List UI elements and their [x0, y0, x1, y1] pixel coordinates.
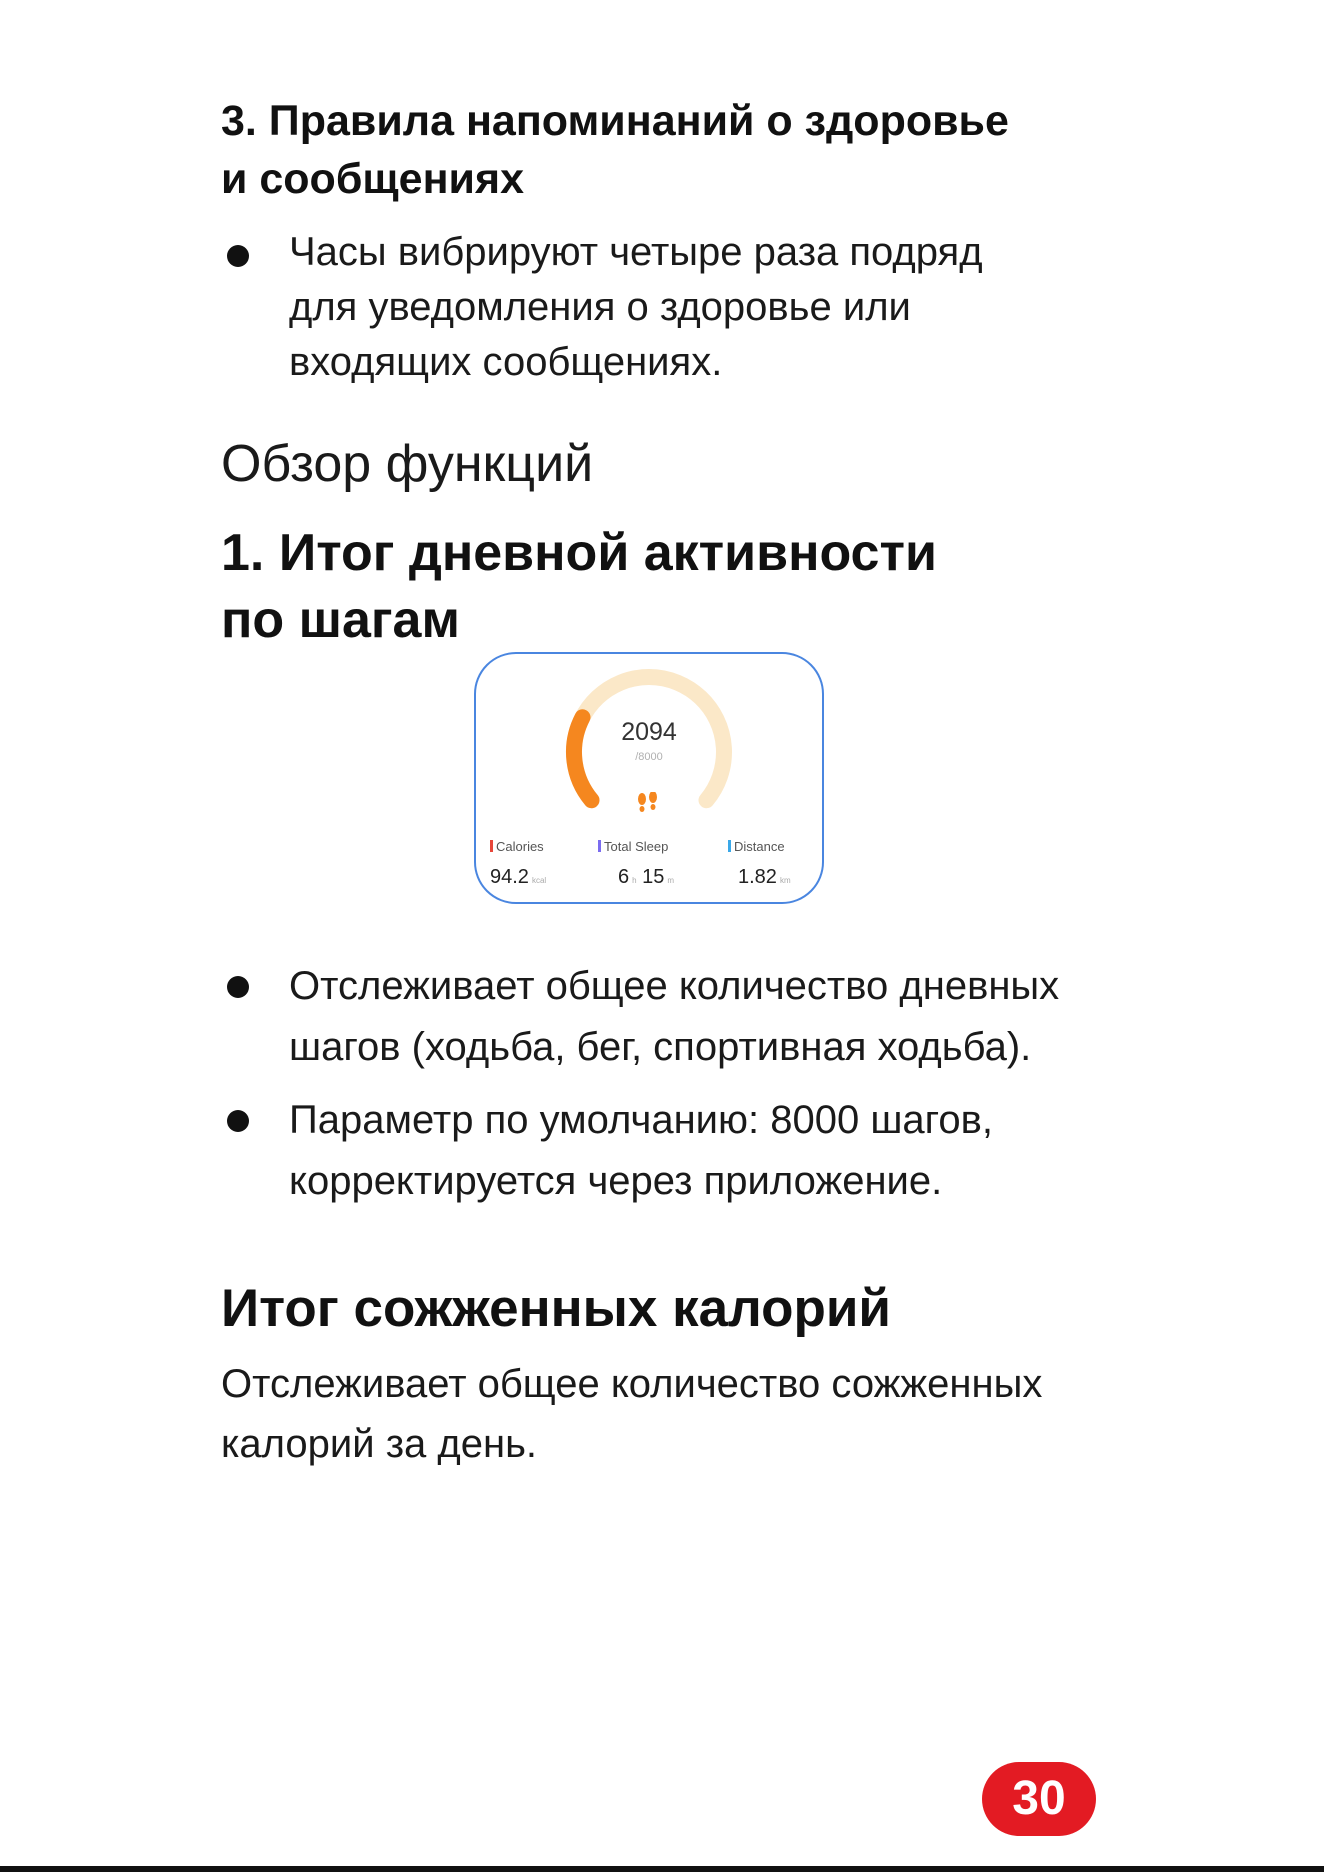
sleep-color-marker [598, 840, 601, 852]
bottom-divider [0, 1866, 1324, 1872]
list-item [221, 1090, 1181, 1212]
list-item-line: Параметр по умолчанию: 8000 шагов, [289, 1098, 993, 1142]
reminder-rules-list [221, 225, 1181, 406]
distance-label: Distance [728, 839, 785, 854]
paragraph-line: Отслеживает общее количество сожженных [221, 1362, 1043, 1406]
steps-count: 2094 [621, 718, 677, 746]
calories-value: 94.2 kcal [490, 866, 547, 888]
section-1-heading [221, 520, 937, 654]
footsteps-icon [635, 792, 661, 814]
bullet-icon [227, 245, 249, 267]
overview-title: Обзор функций [221, 435, 594, 493]
paragraph-line: калорий за день. [221, 1422, 538, 1466]
list-item-line: входящих сообщениях. [289, 340, 723, 384]
list-item-line: Отслеживает общее количество дневных [289, 964, 1060, 1008]
calories-description [221, 1354, 1042, 1474]
bullet-icon [227, 1110, 249, 1132]
distance-value: 1.82 km [738, 866, 791, 888]
sleep-value: 6 h 15 m [618, 866, 675, 888]
list-item-line: шагов (ходьба, бег, спортивная ходьба). [289, 1025, 1032, 1069]
bullet-icon [227, 976, 249, 998]
calories-heading: Итог сожженных калорий [221, 1279, 891, 1338]
distance-color-marker [728, 840, 731, 852]
step-progress-ring [476, 654, 822, 902]
page-number-badge: 30 [982, 1762, 1096, 1836]
sleep-label: Total Sleep [598, 839, 668, 854]
watch-screen-image [474, 652, 824, 904]
heading-line: 1. Итог дневной активности [221, 524, 937, 582]
heading-line: и сообщениях [221, 155, 524, 203]
list-item-line: корректируется через приложение. [289, 1159, 943, 1203]
section-3-heading [221, 92, 1009, 208]
step-summary-list [221, 956, 1181, 1224]
list-item-line: для уведомления о здоровье или [289, 285, 911, 329]
list-item [221, 225, 1181, 390]
calories-label: Calories [490, 839, 544, 854]
heading-line: 3. Правила напоминаний о здоровье [221, 97, 1009, 145]
list-item [221, 956, 1181, 1078]
steps-goal: /8000 [635, 751, 663, 763]
calories-color-marker [490, 840, 493, 852]
list-item-line: Часы вибрируют четыре раза подряд [289, 230, 983, 274]
heading-line: по шагам [221, 591, 460, 649]
